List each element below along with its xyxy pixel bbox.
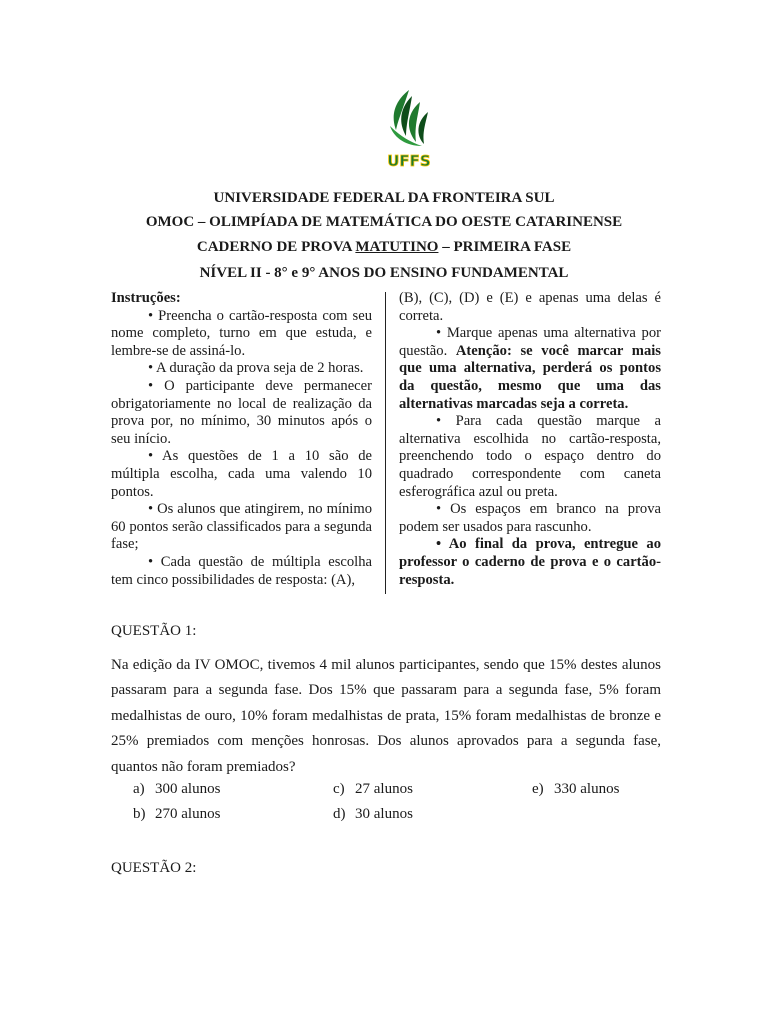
- instruction-item: • Ao final da prova, entregue ao professor o caderno de prova e o cartão-resposta.: [399, 536, 661, 588]
- question-2-title: QUESTÃO 2:: [111, 860, 197, 876]
- instructions-right-column: [399, 290, 661, 589]
- instruction-item: • Para cada questão marque a alternativa escolhida no cartão-resposta, preenchendo todo o espaço dentro do quadrado correspondente com caneta esferográfica azul ou preta.: [399, 413, 661, 500]
- instruction-item: • Preencha o cartão-resposta com seu nome completo, turno em que estuda, e lembre-se de assiná-lo.: [111, 307, 372, 359]
- header-booklet-pre: CADERNO DE PROVA: [196, 239, 356, 255]
- instruction-mark-one: • Marque apenas uma alternativa por questão.: [399, 325, 661, 359]
- option-c[interactable]: [333, 781, 413, 798]
- option-letter: e): [532, 781, 544, 797]
- question-1-text: Na edição da IV OMOC, tivemos 4 mil alunos participantes, sendo que 15% destes alunos passaram para a segunda fase. Dos 15% que passaram para a segunda fase, 5% foram medalhistas de ouro, 10% foram medalhistas de prata, 15% foram medalhistas de bronze e 25% premiados com menções honrosas. Dos alunos aprovados para a segunda fase, quantos não foram premiados?: [111, 657, 661, 775]
- option-letter: d): [333, 806, 346, 822]
- instruction-warning: Atenção: se você marcar mais que uma alternativa, perderá os pontos da questão, mesmo que uma das alternativas marcadas seja a correta.: [399, 342, 661, 412]
- header-olympiad: OMOC – OLIMPÍADA DE MATEMÁTICA DO OESTE CATARINENSE: [145, 214, 623, 230]
- option-text: 300 alunos: [155, 781, 221, 797]
- column-divider: [385, 292, 386, 594]
- option-text: 30 alunos: [355, 806, 413, 822]
- option-a[interactable]: [133, 781, 220, 798]
- uffs-logo: [376, 86, 442, 172]
- option-letter: b): [133, 806, 146, 822]
- header-university: UNIVERSIDADE FEDERAL DA FRONTEIRA SUL: [213, 190, 555, 206]
- leaf-icon: [390, 90, 428, 146]
- logo-text: UFFS: [387, 152, 431, 170]
- option-d[interactable]: [333, 806, 413, 823]
- instruction-item: • As questões de 1 a 10 são de múltipla escolha, cada uma valendo 10 pontos.: [111, 448, 372, 500]
- option-letter: a): [133, 781, 145, 797]
- header-level: NÍVEL II - 8° e 9° ANOS DO ENSINO FUNDAMENTAL: [199, 265, 569, 281]
- option-b[interactable]: [133, 806, 220, 823]
- instructions-title: Instruções:: [111, 290, 181, 306]
- option-text: 270 alunos: [155, 806, 221, 822]
- option-letter: c): [333, 781, 345, 797]
- instruction-item: • O participante deve permanecer obrigatoriamente no local de realização da prova por, no mínimo, 30 minutos após o seu início.: [111, 377, 372, 447]
- header-exam-booklet: [100, 239, 668, 256]
- header-booklet-post: – PRIMEIRA FASE: [438, 239, 572, 255]
- option-e[interactable]: [532, 781, 619, 798]
- option-text: 27 alunos: [355, 781, 413, 797]
- instruction-continued: (B), (C), (D) e (E) e apenas uma delas é correta.: [399, 290, 661, 324]
- instruction-item: [399, 325, 661, 413]
- header-shift: MATUTINO: [355, 239, 439, 255]
- instruction-item: • Os espaços em branco na prova podem ser usados para rascunho.: [399, 501, 661, 535]
- instructions-left-column: [111, 290, 372, 589]
- question-1-title: QUESTÃO 1:: [111, 623, 197, 639]
- instruction-item: • Os alunos que atingirem, no mínimo 60 pontos serão classificados para a segunda fase;: [111, 501, 372, 553]
- instruction-item: • A duração da prova seja de 2 horas.: [148, 360, 364, 377]
- instruction-item: • Cada questão de múltipla escolha tem cinco possibilidades de resposta: (A),: [111, 553, 372, 588]
- option-text: 330 alunos: [554, 781, 620, 797]
